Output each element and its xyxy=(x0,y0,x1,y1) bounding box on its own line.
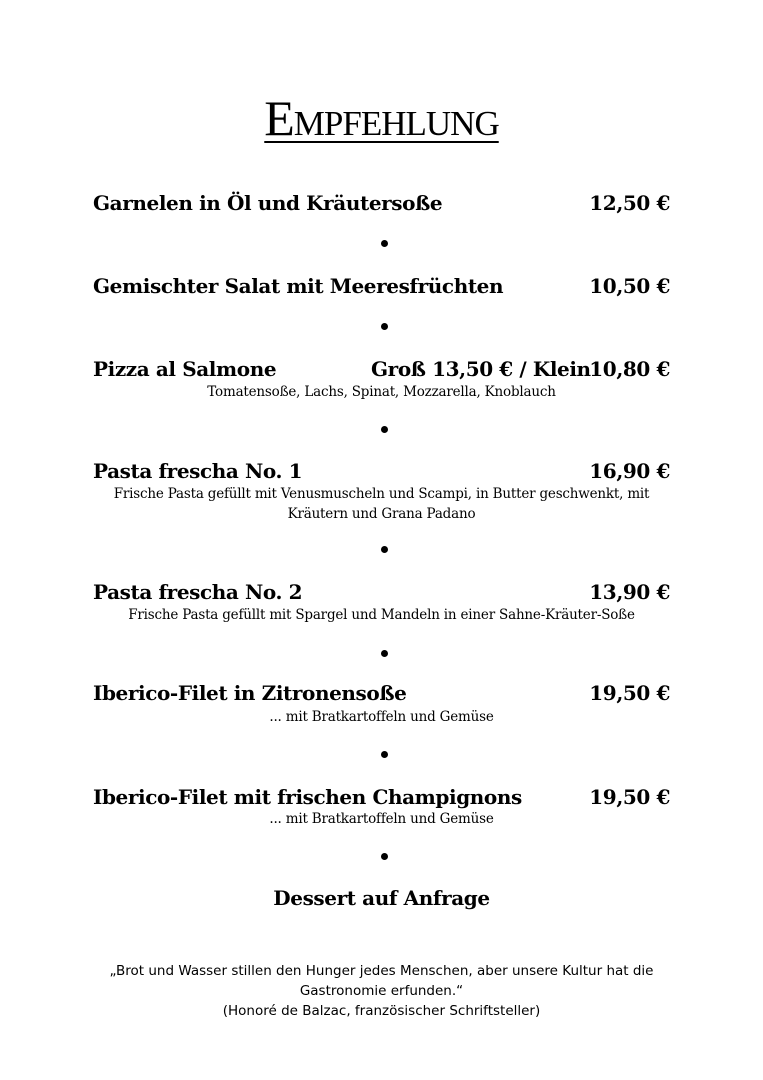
menu-item-description: ... mit Bratkartoffeln und Gemüse xyxy=(269,811,494,827)
menu-item-description: Tomatensoße, Lachs, Spinat, Mozzarella, Knoblauch xyxy=(207,384,556,400)
menu-item-name: Pasta frescha No. 1 xyxy=(93,459,303,483)
menu-item-name: Garnelen in Öl und Kräutersoße xyxy=(93,191,443,215)
menu-item-description: Frische Pasta gefüllt mit Spargel und Mandeln in einer Sahne-Kräuter-Soße xyxy=(128,607,635,623)
quote xyxy=(90,961,673,1021)
menu-item-description: ... mit Bratkartoffeln und Gemüse xyxy=(269,709,494,725)
separator-dot xyxy=(381,853,388,860)
menu-item xyxy=(93,188,670,218)
separator-dot xyxy=(381,426,388,433)
menu-item xyxy=(93,354,670,384)
page-title: Empfehlung xyxy=(264,90,499,146)
menu-item-name: Pizza al Salmone xyxy=(93,357,277,381)
dessert-note: Dessert auf Anfrage xyxy=(273,886,490,910)
menu-item-price: 19,50 € xyxy=(589,681,670,705)
menu-item-price: 12,50 € xyxy=(589,191,670,215)
menu-item-name: Pasta frescha No. 2 xyxy=(93,580,303,604)
menu-item-name: Iberico-Filet in Zitronensoße xyxy=(93,681,407,705)
menu-item xyxy=(93,782,670,812)
menu-item xyxy=(93,678,670,708)
quote-line: „Brot und Wasser stillen den Hunger jedes Menschen, aber unsere Kultur hat die xyxy=(109,963,654,979)
menu-item-price-large: Groß 13,50 € / Klein xyxy=(371,357,591,381)
menu-item-name: Iberico-Filet mit frischen Champignons xyxy=(93,785,522,809)
separator-dot xyxy=(381,650,388,657)
menu-item-description xyxy=(93,484,670,524)
menu-item xyxy=(93,271,670,301)
menu-item-price: 16,90 € xyxy=(589,459,670,483)
description-line: Kräutern und Grana Padano xyxy=(287,506,476,522)
description-line: Frische Pasta gefüllt mit Venusmuscheln und Scampi, in Butter geschwenkt, mit xyxy=(113,486,650,502)
separator-dot xyxy=(381,751,388,758)
menu-item-name: Gemischter Salat mit Meeresfrüchten xyxy=(93,274,504,298)
menu-item-price: 13,90 € xyxy=(589,580,670,604)
menu-item-price: 19,50 € xyxy=(589,785,670,809)
quote-attribution: (Honoré de Balzac, französischer Schriftsteller) xyxy=(222,1003,541,1019)
separator-dot xyxy=(381,323,388,330)
menu-item-price: 10,80 € xyxy=(589,357,670,381)
separator-dot xyxy=(381,546,388,553)
menu-item-price: 10,50 € xyxy=(589,274,670,298)
menu-item xyxy=(93,456,670,486)
menu-item xyxy=(93,577,670,607)
quote-line: Gastronomie erfunden.“ xyxy=(299,983,464,999)
separator-dot xyxy=(381,240,388,247)
